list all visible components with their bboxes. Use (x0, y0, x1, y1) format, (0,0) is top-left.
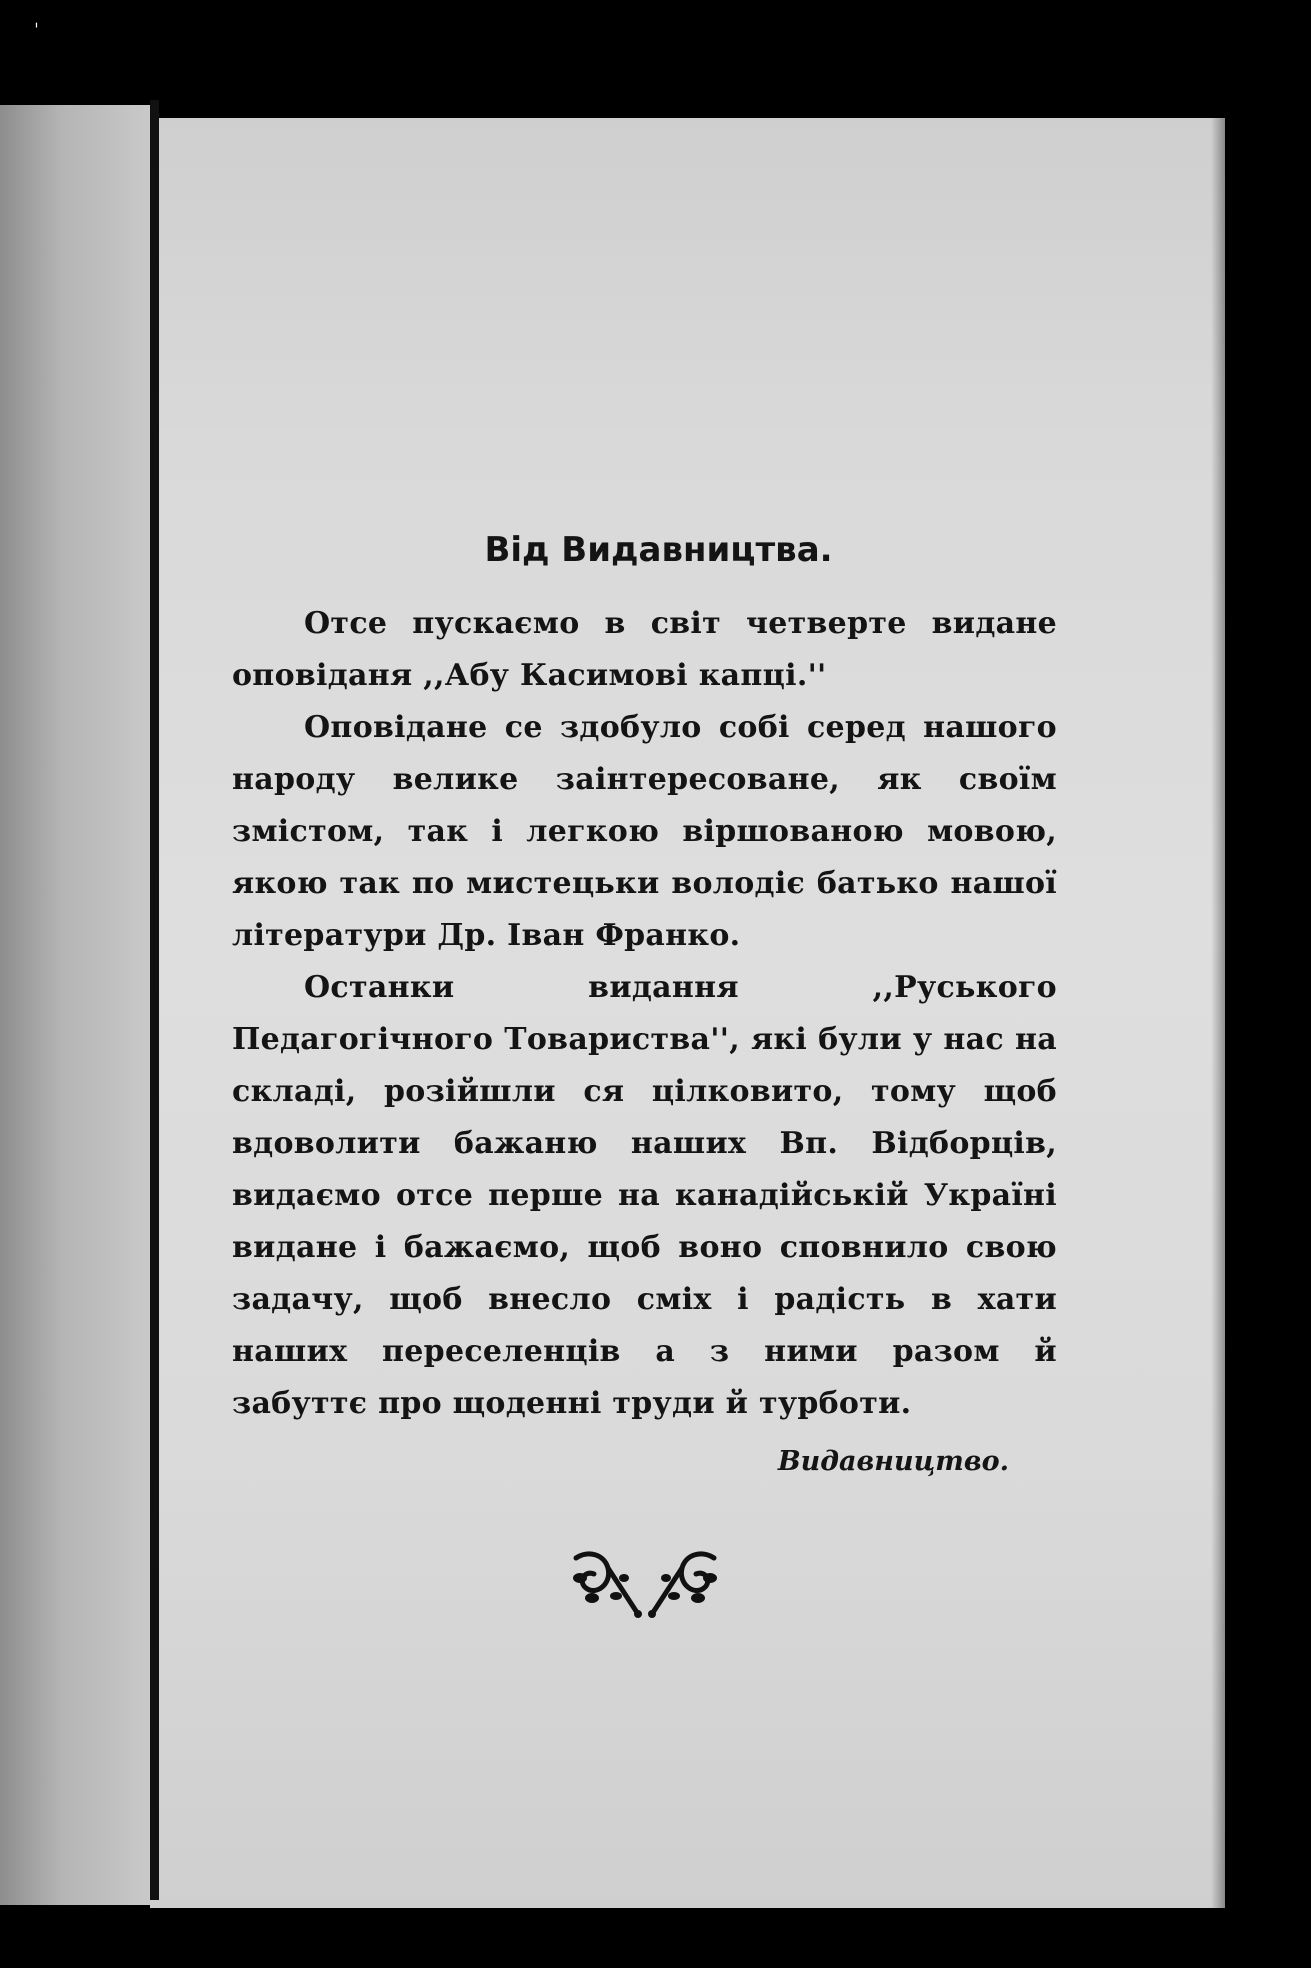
paragraph-2: Оповідане се здобуло собі серед нашого народу велике заінтересоване, як своїм змістом, так і легкою віршованою мовою, якою так по мистецьки володіє батько нашої літератури Др. Іван Франко. (232, 710, 1057, 953)
page-text-block (232, 520, 1057, 1488)
publisher-signature: Видавництво. (777, 1446, 1009, 1477)
page-spine-line (150, 100, 159, 1900)
scan-speck: ˈ (34, 20, 39, 41)
page-title: Від Видавництва. (484, 530, 833, 570)
floral-ornament-icon (568, 1548, 722, 1622)
paragraph-1: Отсе пускаємо в світ четверте видане оповіданя ,,Абу Касимові капці.'' (232, 606, 1057, 693)
previous-page-edge (0, 105, 150, 1905)
paragraph-3: Останки видання ,,Руського Педагогічного Товариства'', які були у нас на складі, розійшли ся цілковито, тому щоб вдоволити бажаню наших Вп. Відборців, видаємо отсе перше на канадійській Україні видане і бажаємо, щоб воно сповнило свою задачу, щоб внесло сміх і радість в хати наших переселенців а з ними разом й забуттє про щоденні труди й турботи. (232, 970, 1057, 1421)
